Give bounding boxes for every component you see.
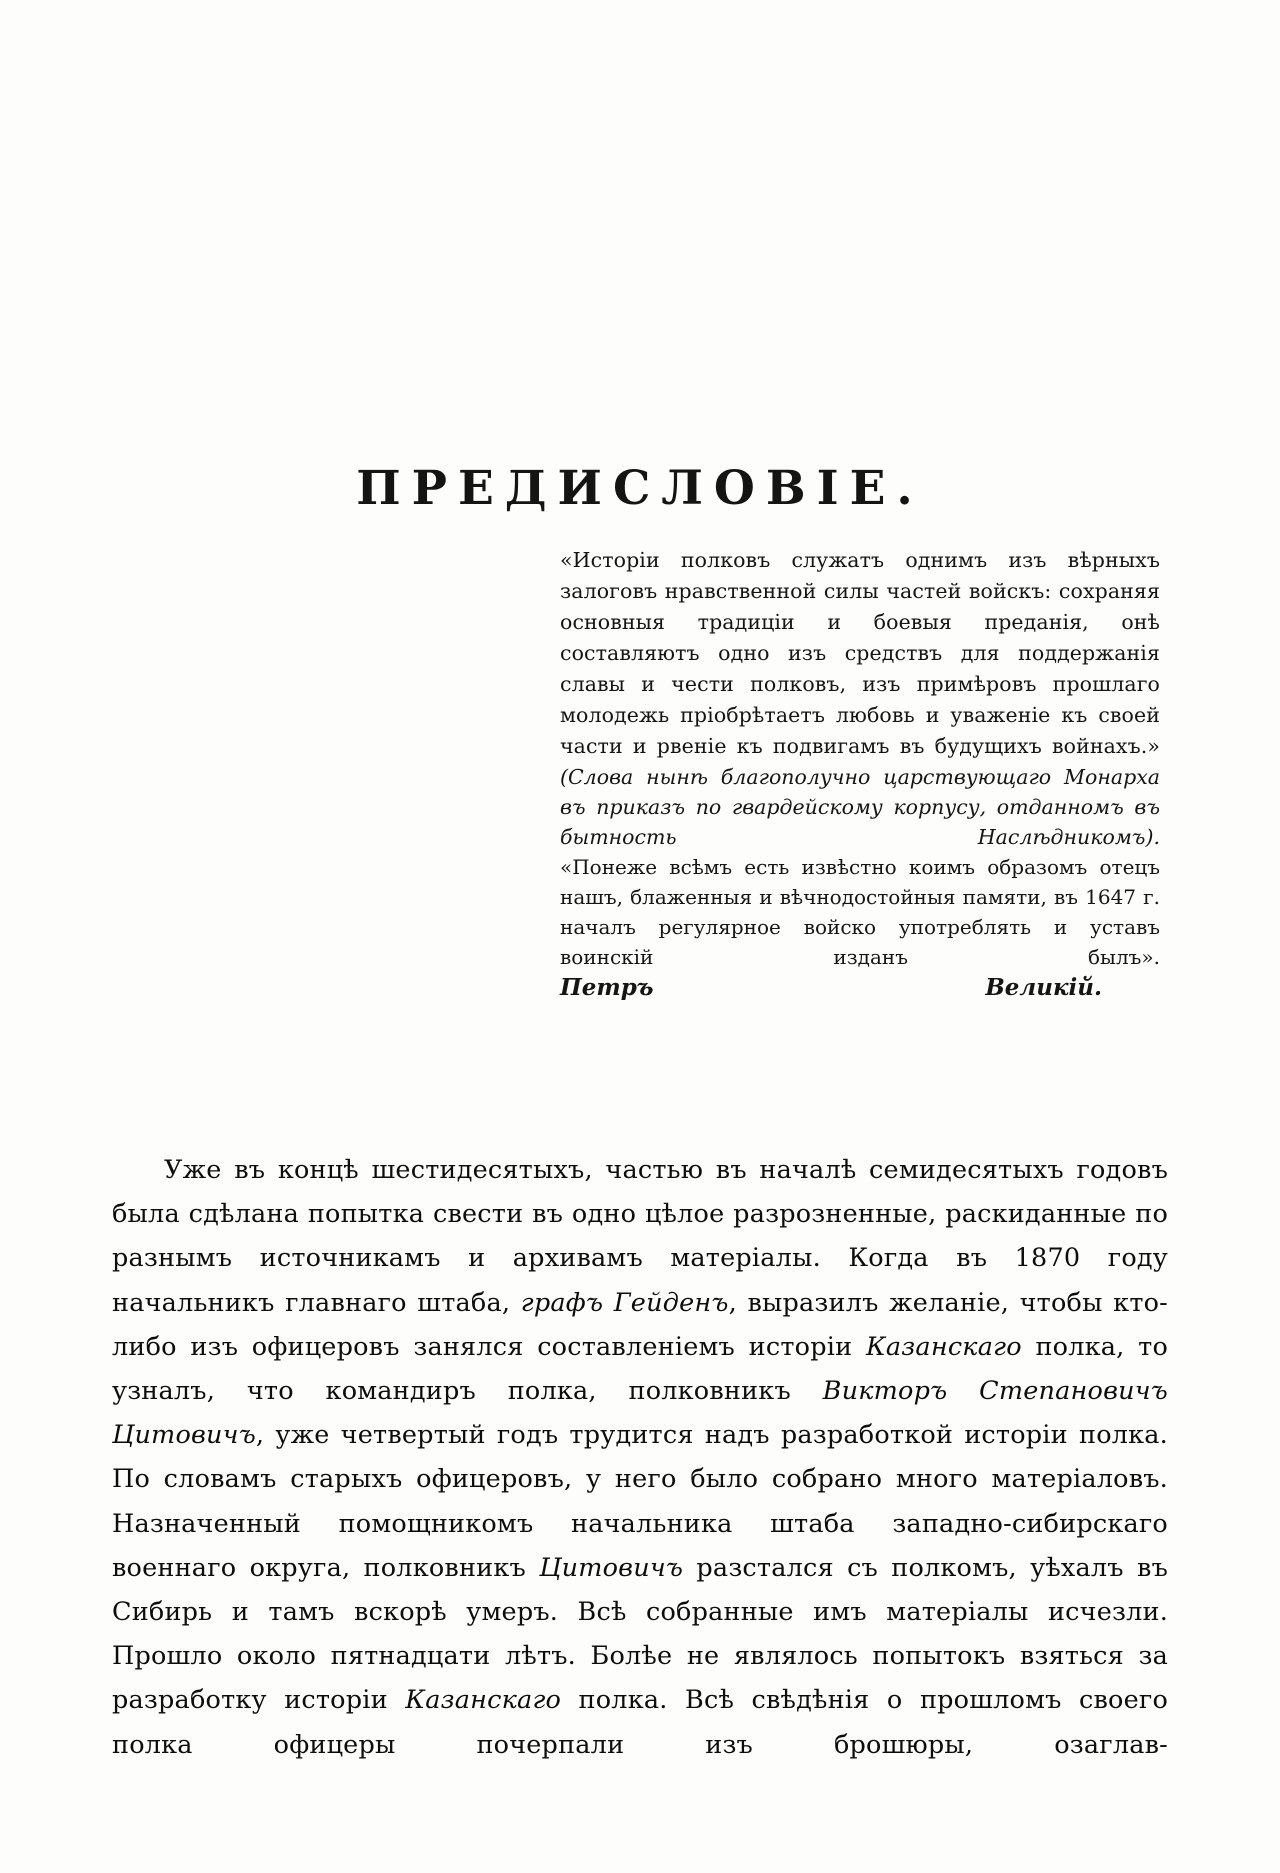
body-text [112,1148,1168,1767]
epigraph-block [560,545,1160,1003]
page-title: ПРЕДИСЛОВІЕ. [356,461,924,517]
epigraph-attribution-one: (Слова нынѣ благополучно царствующаго Монарха въ приказъ по гвардейскому корпусу, отданномъ въ бытность Наслѣдникомъ). [560,765,1160,849]
epigraph-quote-one: «Исторіи полковъ служатъ однимъ изъ вѣрныхъ залоговъ нравственной силы частей войскъ: сохраняя основныя традиціи и боевыя преданія, онѣ составляютъ одно изъ средствъ для поддержанія славы и чести полковъ, изъ примѣровъ прошлаго молодежь пріобрѣтаетъ любовь и уваженіе къ своей части и рвеніе къ подвигамъ въ будущихъ войнахъ.» [560,548,1160,758]
body-paragraph: Уже въ концѣ шестидесятыхъ, частью въ началѣ семидесятыхъ годовъ была сдѣлана попытка свести въ одно цѣлое разрозненные, раскиданные по разнымъ источникамъ и архивамъ матеріалы. Когда въ 1870 году начальникъ главнаго штаба, графъ Гейденъ, выразилъ желаніе, чтобы кто-либо изъ офицеровъ занялся составленіемъ исторіи Казанскаго полка, то узналъ, что командиръ полка, полковникъ Викторъ Степановичъ Цитовичъ, уже четвертый годъ трудится надъ разработкой исторіи полка. По словамъ старыхъ офицеровъ, у него было собрано много матеріаловъ. Назначенный помощникомъ начальника штаба западно-сибирскаго военнаго округа, полковникъ Цитовичъ разстался съ полкомъ, уѣхалъ въ Сибирь и тамъ вскорѣ умеръ. Всѣ собранные имъ матеріалы исчезли. Прошло около пятнадцати лѣтъ. Болѣе не являлось попытокъ взяться за разработку исторіи Казанскаго полка. Всѣ свѣдѣнія о прошломъ своего полка офицеры почерпали изъ брошюры, озаглав- [112,1155,1168,1760]
epigraph-attribution-two: Петръ Великій. [560,974,1102,1001]
epigraph-quote-two: «Понеже всѣмъ есть извѣстно коимъ образомъ отецъ нашъ, блаженныя и вѣчнодостойныя памяти, въ 1647 г. началъ регулярное войско употреблять и уставъ воинскій изданъ былъ». [560,855,1160,969]
